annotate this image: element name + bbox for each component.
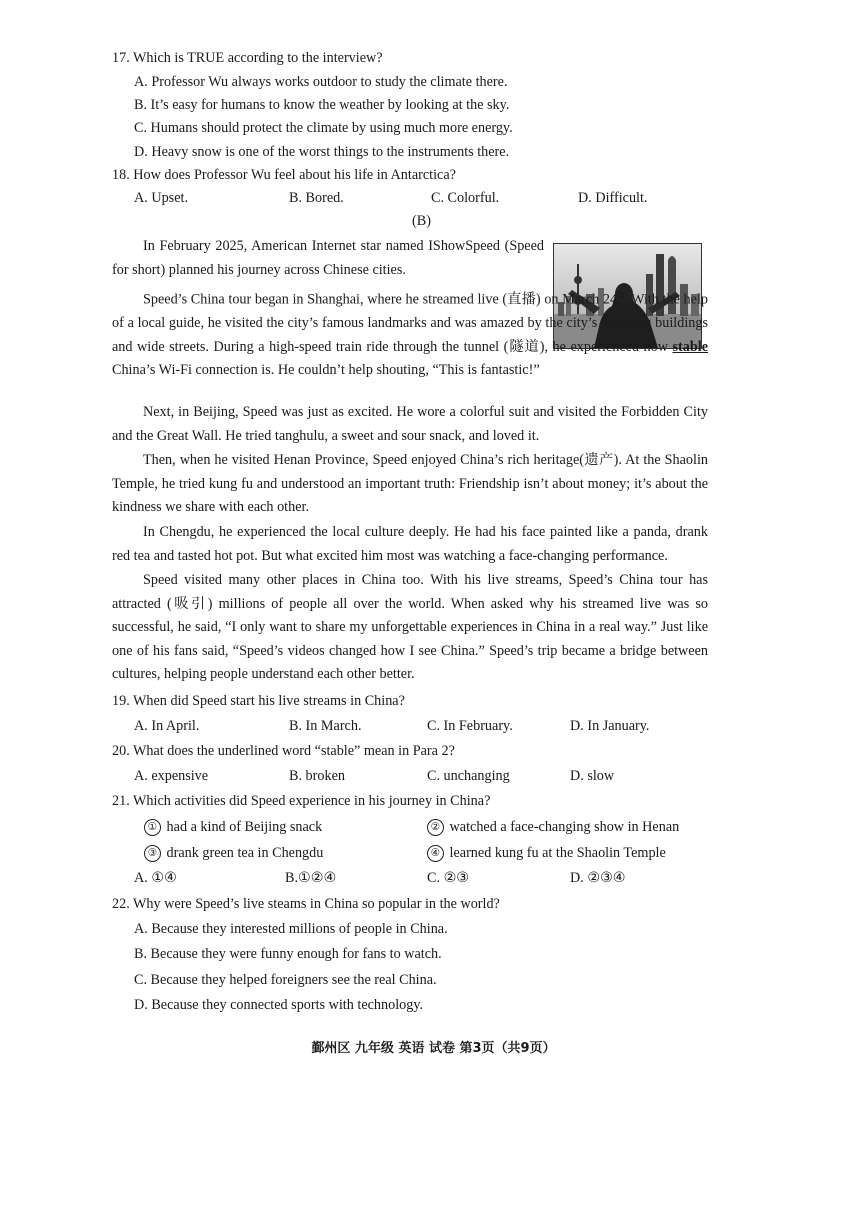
question-19-option-b: B. In March. [289,718,362,734]
p2-part-b: . With the help of a local guide, he visited the city’s famous landmarks and was amazed by the city’s towering buildings and wide streets. During a high-speed train ride through the tunnel (隧道), he experienced how [112,291,708,355]
section-label: (B) [412,213,431,229]
question-20-option-b: B. broken [289,768,345,784]
item-4-text: learned kung fu at the Shaolin Temple [449,845,666,861]
question-17-option-d: D. Heavy snow is one of the worst things to the instruments there. [134,144,510,160]
question-18-option-d: D. Difficult. [578,190,648,206]
option-d-numbers: ②③④ [587,870,626,886]
question-19-option-d: D. In January. [570,718,650,734]
question-21-stem: 21. Which activities did Speed experience in his journey in China? [112,793,491,809]
question-20-option-d: D. slow [570,768,615,784]
option-b-numbers: ①②④ [298,870,337,886]
passage-paragraph-3: Next, in Beijing, Speed was just as excited. He wore a colorful suit and visited the Forbidden City and the Great Wall. He tried tanghulu, a sweet and sour snack, and loved it. [112,404,708,444]
question-21-option-d [570,870,626,887]
number-3-badge: ③ [144,845,161,862]
question-18-option-a: A. Upset. [134,190,188,206]
question-22-option-a: A. Because they interested millions of people in China. [134,921,448,937]
question-20-stem: 20. What does the underlined word “stable” mean in Para 2? [112,743,455,759]
question-21-option-b [285,870,336,887]
option-a-letter: A. [134,870,148,886]
option-b-letter: B. [285,870,299,886]
option-c-numbers: ②③ [443,870,470,886]
question-21-item-4 [427,845,666,862]
passage-paragraph-4: Then, when he visited Henan Province, Speed enjoyed China’s rich heritage(遗产). At the Shaolin Temple, he tried kung fu and understood an important truth: Friendship isn’t about money; it’s about the kindness we share with each other. [112,452,708,515]
p2-part-a: Speed’s China tour began in Shanghai, where he streamed live (直播) on March 24 [143,291,618,308]
p2-superscript: th [617,290,625,300]
number-4-badge: ④ [427,845,444,862]
question-19-option-c: C. In February. [427,718,513,734]
number-1-badge: ① [144,819,161,836]
question-17-stem: 17. Which is TRUE according to the interview? [112,50,383,66]
question-18-option-b: B. Bored. [289,190,344,206]
question-21-item-1 [144,819,322,836]
question-21-item-3 [144,845,323,862]
option-c-letter: C. [427,870,441,886]
passage-paragraph-1: In February 2025, American Internet star named IShowSpeed (Speed for short) planned his journey across Chinese cities. [112,238,544,278]
question-22-stem: 22. Why were Speed’s live steams in China so popular in the world? [112,896,500,912]
question-22-option-c: C. Because they helped foreigners see the real China. [134,972,437,988]
question-20-option-c: C. unchanging [427,768,510,784]
item-1-text: had a kind of Beijing snack [166,819,323,835]
underlined-word-stable: stable [672,338,708,355]
passage-paragraph-6: Speed visited many other places in China too. With his live streams, Speed’s China tour has attracted (吸引) millions of people all over the world. When asked why his streamed live was so successful, he said, “I only want to share my unforgettable experiences in China in a real way.” Just like one of his fans said, “Speed’s videos changed how I see China.” Speed’s trip became a bridge between cultures, helping people understand each other better. [112,572,708,682]
option-d-letter: D. [570,870,584,886]
p2-part-c: China’s Wi-Fi connection is. He couldn’t help shouting, “This is fantastic!” [112,362,540,379]
question-17-option-c: C. Humans should protect the climate by using much more energy. [134,120,513,136]
item-3-text: drank green tea in Chengdu [166,845,324,861]
passage-paragraph-2 [112,284,708,383]
question-21-option-c [427,870,469,887]
item-2-text: watched a face-changing show in Henan [449,819,680,835]
question-22-option-b: B. Because they were funny enough for fans to watch. [134,946,442,962]
page-footer: 鄞州区 九年级 英语 试卷 第3页（共9页） [311,1041,556,1056]
question-21-item-2 [427,819,679,836]
question-22-option-d: D. Because they connected sports with technology. [134,997,424,1013]
option-a-numbers: ①④ [151,870,177,886]
question-21-option-a [134,870,177,887]
passage-paragraph-5: In Chengdu, he experienced the local culture deeply. He had his face painted like a panda, drank red tea and tasted hot pot. But what excited him most was watching a face-changing performance. [112,524,708,564]
question-17-option-a: A. Professor Wu always works outdoor to study the climate there. [134,74,508,90]
question-19-option-a: A. In April. [134,718,200,734]
question-18-stem: 18. How does Professor Wu feel about his life in Antarctica? [112,167,456,183]
question-18-option-c: C. Colorful. [431,190,500,206]
question-19-stem: 19. When did Speed start his live streams in China? [112,693,405,709]
number-2-badge: ② [427,819,444,836]
question-17-option-b: B. It’s easy for humans to know the weather by looking at the sky. [134,97,510,113]
question-20-option-a: A. expensive [134,768,209,784]
